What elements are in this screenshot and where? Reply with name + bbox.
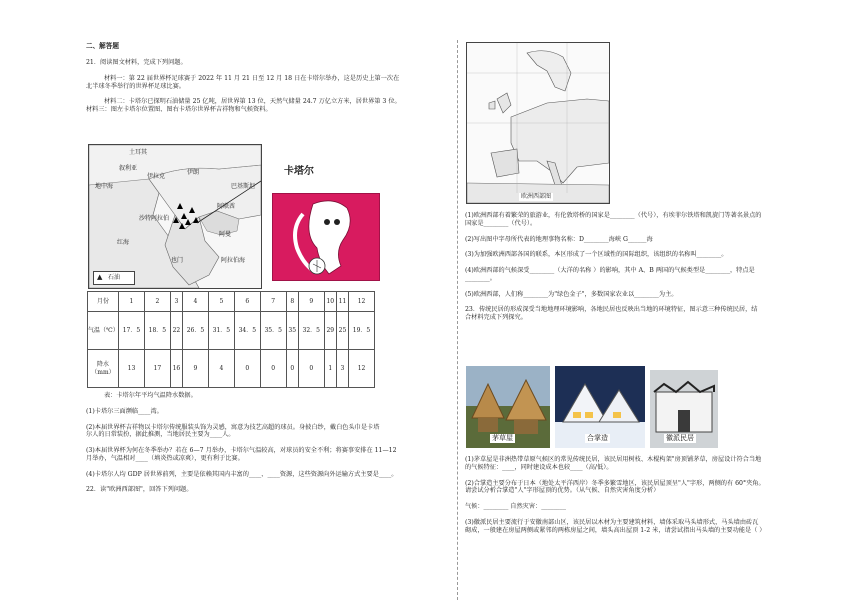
cell: 4	[208, 350, 234, 388]
cell: 0	[234, 350, 260, 388]
label-uae: 阿联酋	[217, 203, 236, 210]
label-oman: 阿曼	[219, 231, 232, 238]
right-questions	[465, 212, 833, 322]
europe-map	[466, 42, 610, 204]
left-questions	[86, 392, 451, 502]
cell: 31．5	[208, 312, 234, 350]
q22-2: (2)写出图中字母所代表的地理事物名称：D________海峡 G______海	[465, 235, 653, 243]
cell: 6	[234, 292, 260, 312]
q21-1: (1)卡塔尔三面濒临____湾。	[86, 407, 163, 415]
cell: 26．5	[182, 312, 208, 350]
gassho-photo	[555, 366, 645, 448]
left-column	[86, 42, 451, 122]
q21-3-line1: (3)本届世界杯为何在冬季举办？若在 6—7 月举办，卡塔尔气温较高，对球员的安全不利；将赛事安排在 11—12	[86, 447, 397, 454]
q22-intro: 22．读"欧洲西部图"，回答下列问题。	[86, 486, 193, 494]
cell: 月份	[88, 292, 119, 312]
q22-4-line1: (4)欧洲西部的气候深受________（大洋的名称 ）的影响，其中 A、B 两国的气候类型是________，特点是	[465, 267, 755, 274]
q22-1-line1: (1)欧洲西部有着繁荣的旅游业，有伦敦塔桥的国家是________（代号），有埃菲尔铁塔和凯旋门等著名景点的	[465, 212, 762, 219]
label-iran: 伊朗	[187, 169, 200, 176]
europe-map-caption: 欧洲西部图	[521, 193, 552, 200]
row-label: 气温（℃）	[88, 312, 119, 350]
q21-2-line1: (2)本届世界杯吉祥物以卡塔尔传统服装头饰为灵感，寓意为技艺高超的球员。身披白纱，戴白色头巾是卡塔	[86, 423, 380, 431]
cell: 18．5	[144, 312, 170, 350]
label-red-sea: 红海	[117, 239, 130, 246]
table-row-month	[88, 292, 375, 312]
material1-line2: 北半球冬季举行的世界杯足球比赛。	[86, 82, 185, 90]
material3: 材料三：图左卡塔尔位置图、图右卡塔尔世界杯吉祥物和气候资料。	[86, 106, 272, 114]
q23-2-line3: 气候：________ 自然灾害：________	[465, 503, 566, 510]
label-syria: 叙利亚	[119, 165, 138, 172]
cell: 0	[286, 350, 298, 388]
label-mediterranean: 地中海	[95, 183, 114, 190]
cell: 1	[324, 350, 336, 388]
cell: 9	[182, 350, 208, 388]
cell: 1	[119, 292, 145, 312]
label-turkey: 土耳其	[129, 149, 148, 156]
cell: 19．5	[349, 312, 375, 350]
q21-2-line2: 尔人的日常装扮，据此推测，当地居民主要为____人。	[86, 431, 235, 439]
cell: 35	[286, 312, 298, 350]
table-caption: 表：卡塔尔年平均气温降水数据。	[104, 392, 197, 399]
cell: 29	[324, 312, 336, 350]
cell: 7	[260, 292, 286, 312]
qatar-location-map	[88, 144, 262, 289]
q23-3-line2: 砌成，一般建在房屋两侧或紧邻的两栋房屋之间，墙头高出屋顶 1-2 米，请尝试指出马头墙的主要功能是（ ）	[465, 526, 766, 534]
legend-oil-label: 石油	[108, 274, 121, 281]
label-yemen: 也门	[171, 257, 184, 264]
label-saudi: 沙特阿拉伯	[139, 215, 170, 222]
cell: 12	[349, 292, 375, 312]
q21-3-line2: 月举办，气温相对____（填炎热或凉爽），更有利于比赛。	[86, 454, 244, 462]
q23-2-line1: (2)合掌造主要分布于日本（地处太平洋西岸）冬季多繁雪地区，该民居屋顶呈"人"字形，两侧的有 60°夹角。	[465, 479, 765, 487]
q22-4-line2: ________。	[465, 274, 496, 282]
huizhou-photo	[650, 370, 718, 448]
q23-1-line1: (1)茅草屋是非洲热带草原气候区的常见传统民居，该民居用树枝、木棍构架"房顶铺茅草，房屋设计符合当地	[465, 456, 762, 463]
q22-3: (3)为加强欧洲西部各国的联系，本区形成了一个区域性的国际组织，该组织的名称叫________。	[465, 251, 728, 259]
label-iraq: 伊拉克	[147, 173, 166, 180]
cell: 10	[324, 292, 336, 312]
cell: 34．5	[234, 312, 260, 350]
mascot-svg	[273, 194, 379, 280]
cell: 0	[260, 350, 286, 388]
cell: 35．5	[260, 312, 286, 350]
q23-intro-line2: 合材料完成下列探究。	[465, 314, 527, 321]
material2: 材料二：卡塔尔已探明石油储量 25 亿吨，居世界第 13 位，天然气储量 24.7 万亿立方米，居世界第 3 位。	[104, 98, 401, 106]
cell: 25	[336, 312, 348, 350]
cell: 0	[298, 350, 324, 388]
label-arabian-sea: 阿拉伯海	[221, 257, 246, 264]
middle-east-map-svg	[89, 145, 261, 288]
cell: 11	[336, 292, 348, 312]
map-legend	[93, 271, 135, 285]
cell: 13	[119, 350, 145, 388]
row-label: 降水（mm）	[88, 350, 119, 388]
table-row-precipitation	[88, 350, 375, 388]
cell: 17．5	[119, 312, 145, 350]
q22-1-line2: 国家是________（代号）。	[465, 219, 537, 227]
gassho-label: 合掌造	[587, 434, 608, 442]
cell: 17	[144, 350, 170, 388]
q23-1-line2: 的气候特征：____，同时建设成本也较____（高/低）。	[465, 463, 613, 471]
q22-5: (5)欧洲西部，人们称________为"绿色金子"，多数国家农业以________为主。	[465, 290, 678, 298]
thatch-hut-photo	[466, 366, 550, 448]
qatar-title: 卡塔尔	[284, 166, 314, 177]
q21-4: (4)卡塔尔人均 GDP 居世界前列，主要是依赖其国内丰富的____、____资源，这些资源向外运输方式主要是____。	[86, 470, 398, 478]
q23-3-line1: (3)徽派民居主要流行于安徽南部山区，该民居以木材为主要建筑材料，墙体采取马头墙形式，马头墙由砖瓦	[465, 518, 759, 526]
q23-intro-line1: 23．传统民居的形成深受当地地理环境影响，各地民居也反映出当地的环境特征，图示意三种传统民居，结	[465, 306, 758, 314]
label-pakistan: 巴基斯坦	[231, 183, 256, 190]
cell: 32．5	[298, 312, 324, 350]
huizhou-label: 徽派民居	[666, 434, 694, 442]
cell: 12	[349, 350, 375, 388]
cell: 22	[170, 312, 182, 350]
thatch-hut-label: 茅草屋	[492, 434, 513, 442]
table-row-temperature	[88, 312, 375, 350]
cell: 8	[286, 292, 298, 312]
mascot-image	[272, 193, 380, 281]
cell: 5	[208, 292, 234, 312]
cell: 3	[336, 350, 348, 388]
house-questions	[465, 456, 833, 534]
q23-2-line2: 请尝试分析合掌造"人"字形屋顶的优势。（从气候、自然灾害角度分析）	[465, 487, 660, 495]
cell: 4	[182, 292, 208, 312]
section-heading: 二、解答题	[86, 42, 119, 50]
europe-map-svg	[467, 43, 609, 203]
cell: 9	[298, 292, 324, 312]
oil-icon: ▲	[97, 273, 103, 281]
material1-line1: 材料一：第 22 届世界杯足球赛于 2022 年 11 月 21 日至 12 月 18 日在卡塔尔举办，这是历史上第一次在	[104, 74, 400, 82]
cell: 2	[144, 292, 170, 312]
cell: 3	[170, 292, 182, 312]
column-divider	[457, 40, 458, 600]
q21-intro: 21．阅读图文材料，完成下列问题。	[86, 59, 187, 67]
climate-table	[87, 291, 375, 388]
cell: 16	[170, 350, 182, 388]
